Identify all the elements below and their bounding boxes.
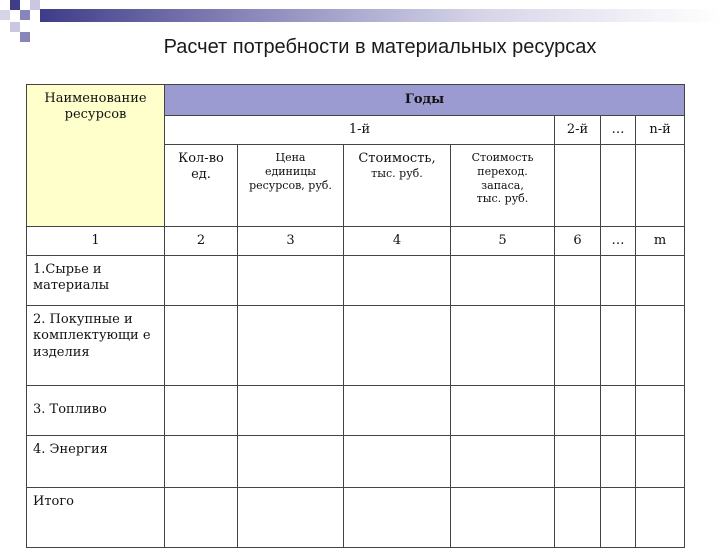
data-cell — [238, 436, 344, 488]
decor-square — [30, 0, 40, 10]
header-year-2: 2-й — [555, 116, 601, 145]
decor-square — [10, 0, 20, 10]
column-number: … — [601, 227, 636, 256]
data-cell — [344, 256, 451, 306]
header-price — [238, 145, 344, 227]
row-label: 3. Топливо — [27, 386, 165, 436]
data-cell — [165, 386, 238, 436]
data-cell — [636, 386, 685, 436]
column-number: 1 — [27, 227, 165, 256]
decor-square — [0, 10, 10, 20]
header-year-ellipsis: … — [601, 116, 636, 145]
data-cell — [344, 306, 451, 386]
data-cell — [451, 488, 555, 548]
data-cell — [344, 386, 451, 436]
data-cell — [238, 488, 344, 548]
data-cell — [636, 488, 685, 548]
table-row — [27, 306, 685, 386]
data-cell — [636, 306, 685, 386]
header-year-n: n-й — [636, 116, 685, 145]
data-cell — [555, 256, 601, 306]
header-stock-line: тыс. руб. — [476, 192, 529, 206]
data-cell — [344, 436, 451, 488]
data-cell — [344, 488, 451, 548]
header-price-line: ресурсов, руб. — [249, 178, 332, 192]
data-cell — [601, 436, 636, 488]
decor-square — [10, 22, 20, 32]
data-cell — [636, 436, 685, 488]
header-cost — [344, 145, 451, 227]
data-cell — [601, 488, 636, 548]
header-qty-line: ед. — [191, 167, 211, 183]
table-row — [27, 256, 685, 306]
header-stock-line: Стоимость — [471, 151, 534, 164]
column-number: 5 — [451, 227, 555, 256]
empty-cell — [555, 145, 601, 227]
header-price-line: единицы — [264, 164, 317, 178]
data-cell — [451, 436, 555, 488]
data-cell — [165, 488, 238, 548]
header-stock-line: переход. — [477, 164, 528, 178]
row-label: Итого — [27, 488, 165, 548]
column-number: m — [636, 227, 685, 256]
header-qty — [165, 145, 238, 227]
data-cell — [451, 306, 555, 386]
header-qty-line: Кол-во — [178, 151, 224, 166]
data-cell — [238, 386, 344, 436]
data-cell — [238, 256, 344, 306]
header-cost-line: тыс. руб. — [371, 167, 423, 181]
table-row — [27, 386, 685, 436]
header-year-1: 1-й — [165, 116, 555, 145]
column-number: 4 — [344, 227, 451, 256]
column-number: 6 — [555, 227, 601, 256]
header-resource-name: Наименование ресурсов — [27, 85, 165, 227]
empty-cell — [601, 145, 636, 227]
row-label: 2. Покупные и комплектующи е изделия — [27, 306, 165, 386]
data-cell — [636, 256, 685, 306]
data-cell — [238, 306, 344, 386]
header-years: Годы — [165, 85, 685, 116]
decor-gradient-bar — [40, 9, 720, 22]
data-cell — [555, 306, 601, 386]
data-cell — [601, 386, 636, 436]
header-stock-cost — [451, 145, 555, 227]
page-title: Расчет потребности в материальных ресурсах — [163, 36, 597, 58]
header-stock-line: запаса, — [481, 178, 524, 192]
row-label: 1.Сырье и материалы — [27, 256, 165, 306]
table-row — [27, 436, 685, 488]
data-cell — [601, 256, 636, 306]
row-label: 4. Энергия — [27, 436, 165, 488]
header-price-line: Цена — [275, 151, 306, 164]
data-cell — [555, 386, 601, 436]
data-cell — [165, 256, 238, 306]
data-cell — [165, 436, 238, 488]
resources-table — [26, 84, 685, 548]
data-cell — [451, 386, 555, 436]
header-cost-line: Стоимость, — [358, 151, 436, 166]
data-cell — [601, 306, 636, 386]
decor-square — [20, 10, 30, 20]
data-cell — [165, 306, 238, 386]
column-number: 2 — [165, 227, 238, 256]
data-cell — [555, 488, 601, 548]
column-number: 3 — [238, 227, 344, 256]
data-cell — [451, 256, 555, 306]
empty-cell — [636, 145, 685, 227]
data-cell — [555, 436, 601, 488]
table-row — [27, 488, 685, 548]
